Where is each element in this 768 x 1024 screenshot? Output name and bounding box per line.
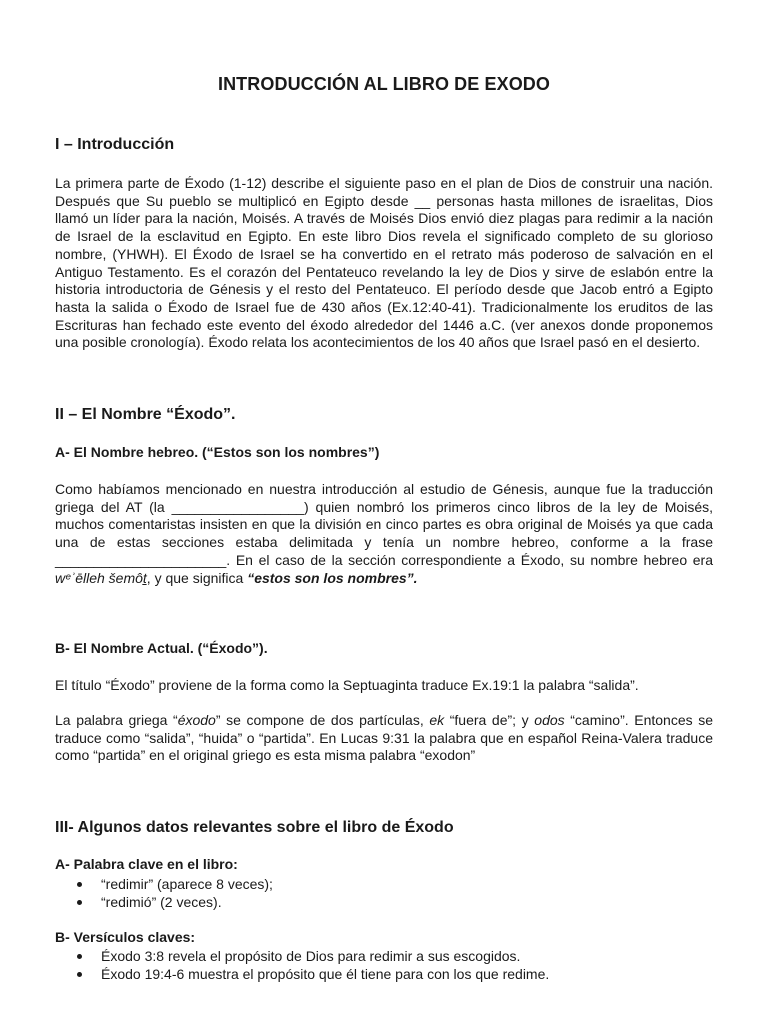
hebrew-meaning: “estos son los nombres” bbox=[247, 569, 414, 586]
greek-term: odos bbox=[534, 712, 565, 728]
hebrew-term: wᵉʾēlleh šemôṯ bbox=[55, 569, 147, 586]
text-segment: La palabra griega “ bbox=[55, 712, 178, 728]
subsection-paragraph-nombre-hebreo bbox=[55, 481, 713, 587]
subsection-paragraph-palabra-griega bbox=[55, 712, 713, 765]
subsection-heading-versiculos-claves: B- Versículos claves: bbox=[55, 929, 196, 945]
list-item-text: Éxodo 19:4-6 muestra el propósito que él tiene para con los que redime. bbox=[101, 965, 550, 982]
list-item-text: “redimió” (2 veces). bbox=[101, 893, 222, 910]
section-heading-nombre-exodo: II – El Nombre “Éxodo”. bbox=[55, 406, 236, 423]
list-item-text: Éxodo 3:8 revela el propósito de Dios para redimir a sus escogidos. bbox=[101, 948, 521, 964]
bullet-icon bbox=[77, 972, 82, 977]
key-verses-list bbox=[55, 948, 549, 983]
subsection-heading-nombre-actual: B- El Nombre Actual. (“Éxodo”). bbox=[55, 640, 268, 656]
list-item-text: “redimir” (aparece 8 veces); bbox=[101, 876, 273, 892]
section-heading-datos-relevantes: III- Algunos datos relevantes sobre el libro de Éxodo bbox=[55, 819, 454, 836]
text-segment: . bbox=[413, 569, 418, 586]
list-item bbox=[101, 876, 273, 894]
text-segment: ” se compone de dos partículas, bbox=[215, 712, 430, 728]
subsection-heading-palabra-clave: A- Palabra clave en el libro: bbox=[55, 856, 238, 872]
list-item bbox=[101, 948, 549, 966]
bullet-icon bbox=[77, 882, 82, 887]
greek-term: éxodo bbox=[177, 712, 216, 728]
list-item bbox=[101, 894, 273, 912]
bullet-icon bbox=[77, 954, 82, 959]
keyword-list bbox=[55, 876, 273, 911]
text-segment: , y que significa bbox=[146, 569, 248, 586]
text-segment: “fuera de”; y bbox=[444, 712, 535, 728]
greek-term: ek bbox=[429, 712, 445, 728]
bullet-icon bbox=[77, 900, 82, 905]
text-segment: “camino”. Entonces se traduce como “salida”, “huida” o “partida”. En Lucas 9:31 la palabra que en español Reina-Valera traduce como “partida” en el original griego es esta misma palabra “exodon” bbox=[55, 712, 714, 764]
subsection-paragraph-septuaginta: El título “Éxodo” proviene de la forma como la Septuaginta traduce Ex.19:1 la palabra “salida”. bbox=[55, 677, 639, 693]
section-paragraph-introduccion: La primera parte de Éxodo (1-12) describe el siguiente paso en el plan de Dios de construir una nación. Después que Su pueblo se multiplicó en Egipto desde __ personas hasta millones de israelitas, Dios llamó un líder para la nación, Moisés. A través de Moisés Dios envió diez plagas para redimir a la nación de Israel de la esclavitud en Egipto. En este libro Dios revela el significado completo de su glorioso nombre, (YHWH). El Éxodo de Israel se ha convertido en el retrato más poderoso de salvación en el Antiguo Testamento. Es el corazón del Pentateuco revelando la ley de Dios y sirve de eslabón entre la historia introductoria de Génesis y el resto del Pentateuco. El período desde que Jacob entró a Egipto hasta la salida o Éxodo de Israel fue de 430 años (Ex.12:40-41). Tradicionalmente los eruditos de las Escrituras han fechado este evento del éxodo alrededor del 1446 a.C. (ver anexos donde proponemos una posible cronología). Éxodo relata los acontecimientos de los 40 años que Israel pasó en el desierto. bbox=[55, 175, 713, 351]
document-title: INTRODUCCIÓN AL LIBRO DE EXODO bbox=[217, 74, 550, 94]
section-heading-introduccion: I – Introducción bbox=[55, 136, 175, 153]
text-segment: Como habíamos mencionado en nuestra introducción al estudio de Génesis, aunque fue la traducción griega del AT (la _________________) quien nombró los primeros cinco libros de la ley de Moisés, muchos comentaristas insisten en que la división en cinco partes es obra original de Moisés ya que cada una de estas secciones estaba delimitada y tenía un nombre hebreo, conforme a la frase ______________________. En el caso de la sección correspondiente a Éxodo, su nombre hebreo era bbox=[55, 481, 713, 568]
list-item bbox=[101, 966, 549, 984]
subsection-heading-nombre-hebreo: A- El Nombre hebreo. (“Estos son los nombres”) bbox=[55, 444, 380, 460]
